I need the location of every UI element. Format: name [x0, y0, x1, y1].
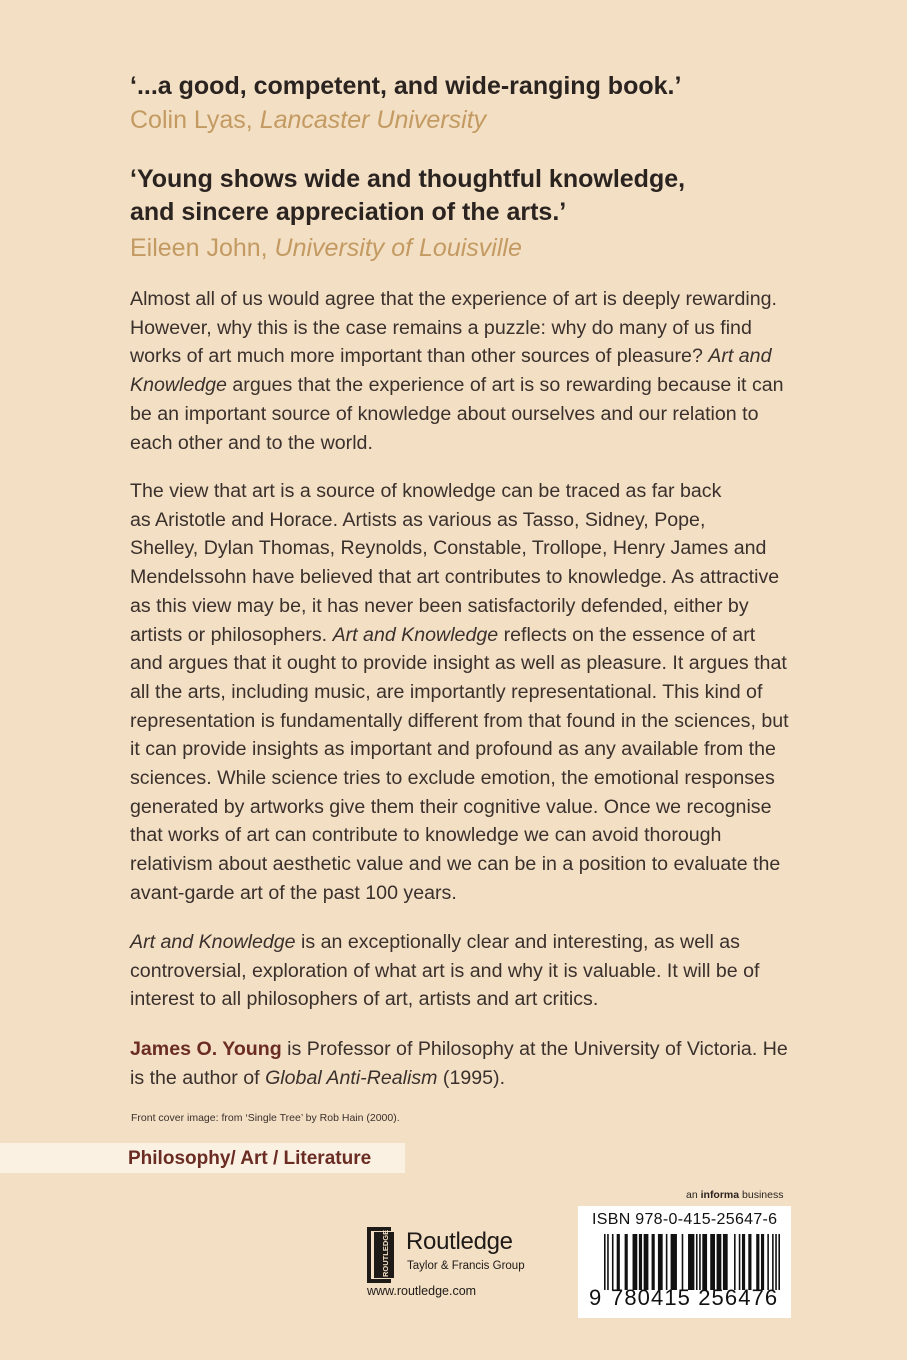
author-bio	[130, 1035, 810, 1092]
text-line: each other and to the world.	[130, 431, 373, 454]
text-line: However, why this is the case remains a puzzle: why do many of us find	[130, 316, 752, 339]
barcode-bar	[639, 1234, 642, 1290]
attribution-name: Colin Lyas,	[130, 106, 260, 134]
description-paragraph-1	[130, 285, 810, 457]
barcode-bar	[633, 1234, 638, 1290]
text-line	[130, 928, 810, 957]
barcode-bar	[671, 1234, 677, 1290]
text-line: it can provide insights as important and profound as any available from the	[130, 738, 776, 761]
book-title: Global Anti-Realism	[265, 1066, 438, 1089]
barcode-bar	[666, 1234, 668, 1290]
text-run: works of art much more important than other sources of pleasure?	[130, 345, 709, 368]
cover-image-credit: Front cover image: from ‘Single Tree’ by Rob Hain (2000).	[131, 1112, 400, 1124]
routledge-logo-mark	[361, 1225, 401, 1285]
barcode-bar	[767, 1234, 769, 1290]
barcode-bar	[607, 1234, 609, 1290]
barcode-bar	[772, 1234, 774, 1290]
text-run: artists or philosophers.	[130, 623, 333, 646]
description-paragraph-2	[130, 477, 810, 908]
description-paragraph-3	[130, 928, 810, 1014]
subject-category: Philosophy/ Art / Literature	[128, 1148, 372, 1169]
barcode-bars	[604, 1234, 780, 1290]
blurb-2-line: ‘Young shows wide and thoughtful knowledge,	[130, 165, 686, 193]
text-line: The view that art is a source of knowledge can be traced as far back	[130, 480, 722, 502]
barcode-bar	[688, 1234, 694, 1290]
barcode-bar	[699, 1234, 701, 1290]
barcode-bar	[742, 1234, 745, 1290]
barcode-bar	[739, 1234, 741, 1290]
blurb-attribution-2	[130, 233, 522, 263]
text-line: and argues that it ought to provide insight as well as pleasure. It argues that	[130, 652, 787, 675]
text-line: Mendelssohn have believed that art contributes to knowledge. As attractive	[130, 566, 780, 589]
publisher-name: Routledge	[406, 1228, 513, 1255]
barcode-bar	[761, 1234, 764, 1290]
barcode-bar	[644, 1234, 649, 1290]
text-run: business	[739, 1189, 784, 1201]
book-title: Art and Knowledge	[332, 623, 499, 646]
publisher-group: Taylor & Francis Group	[407, 1260, 525, 1272]
text-line: sciences. While science tries to exclude emotion, the emotional responses	[130, 767, 775, 790]
text-line: interest to all philosophers of art, artists and art critics.	[130, 988, 599, 1011]
attribution-affiliation: Lancaster University	[259, 106, 487, 134]
text-line: controversial, exploration of what art is and why it is valuable. It will be of	[130, 959, 760, 982]
book-title: Art and Knowledge	[130, 931, 296, 953]
blurb-quote-1	[130, 70, 681, 103]
text-line: be an important source of knowledge about ourselves and our relation to	[130, 402, 759, 425]
text-run: is the author of	[130, 1066, 266, 1089]
barcode-bar	[625, 1234, 628, 1290]
barcode-digits: 780415 256476	[611, 1285, 779, 1310]
barcode-bar	[775, 1234, 777, 1290]
barcode-bar	[717, 1234, 722, 1290]
text-line: as Aristotle and Horace. Artists as various as Tasso, Sidney, Pope,	[130, 508, 706, 531]
text-line: Almost all of us would agree that the experience of art is deeply rewarding.	[130, 288, 777, 310]
barcode-bar	[778, 1234, 780, 1290]
barcode-lead-digit: 9	[589, 1285, 602, 1310]
informa-tagline	[686, 1189, 783, 1201]
barcode-bar	[682, 1234, 684, 1290]
barcode-bar	[617, 1234, 620, 1290]
attribution-affiliation: University of Louisville	[274, 234, 522, 262]
barcode-bar	[696, 1234, 698, 1290]
text-line	[130, 1064, 810, 1093]
book-title: Knowledge	[130, 374, 227, 397]
blurb-quote-2	[130, 163, 685, 229]
barcode-bar	[604, 1234, 606, 1290]
text-line: generated by artworks give them their cognitive value. Once we recognise	[130, 795, 772, 818]
text-line	[130, 371, 810, 400]
text-run: an	[686, 1189, 701, 1201]
text-line: Shelley, Dylan Thomas, Reynolds, Constable, Trollope, Henry James and	[130, 537, 767, 560]
informa-wordmark: informa	[700, 1189, 740, 1201]
text-line: as this view may be, it has never been satisfactorily defended, either by	[130, 594, 749, 617]
attribution-name: Eileen John,	[130, 234, 275, 262]
text-run: argues that the experience of art is so rewarding because it can	[226, 374, 784, 397]
text-line	[130, 621, 810, 650]
barcode-bar	[658, 1234, 663, 1290]
book-title: Art and	[708, 345, 772, 368]
text-run: is an exceptionally clear and interesting, as well as	[295, 931, 740, 953]
barcode-bar	[652, 1234, 655, 1290]
isbn-label: ISBN 978-0-415-25647-6	[592, 1211, 778, 1228]
text-line: avant-garde art of the past 100 years.	[130, 881, 457, 904]
author-name: James O. Young	[130, 1038, 282, 1060]
text-line: representation is fundamentally different from that found in the sciences, but	[130, 709, 789, 732]
blurb-attribution-1	[130, 105, 486, 135]
text-run: (1995).	[437, 1066, 506, 1089]
text-line: all the arts, including music, are importantly representational. This kind of	[130, 680, 763, 703]
logo-vertical-text: ROUTLEDGE	[381, 1229, 390, 1277]
barcode-bar	[748, 1234, 751, 1290]
blurb-2-line: and sincere appreciation of the arts.’	[130, 198, 567, 226]
barcode-bar	[612, 1234, 614, 1290]
text-run: is Professor of Philosophy at the University of Victoria. He	[281, 1038, 788, 1060]
text-line	[130, 1035, 810, 1064]
text-line: that works of art can contribute to knowledge we can avoid thorough	[130, 824, 722, 847]
text-line: relativism about aesthetic value and we can be in a position to evaluate the	[130, 853, 781, 876]
text-run: reflects on the essence of art	[498, 623, 756, 646]
barcode-bar	[723, 1234, 728, 1290]
publisher-url[interactable]: www.routledge.com	[367, 1284, 477, 1298]
barcode-bar	[734, 1234, 736, 1290]
text-line	[130, 342, 810, 371]
barcode-bar	[710, 1234, 715, 1290]
barcode-bar	[756, 1234, 759, 1290]
blurb-1-line: ‘...a good, competent, and wide-ranging book.’	[130, 72, 682, 100]
barcode-bar	[702, 1234, 707, 1290]
